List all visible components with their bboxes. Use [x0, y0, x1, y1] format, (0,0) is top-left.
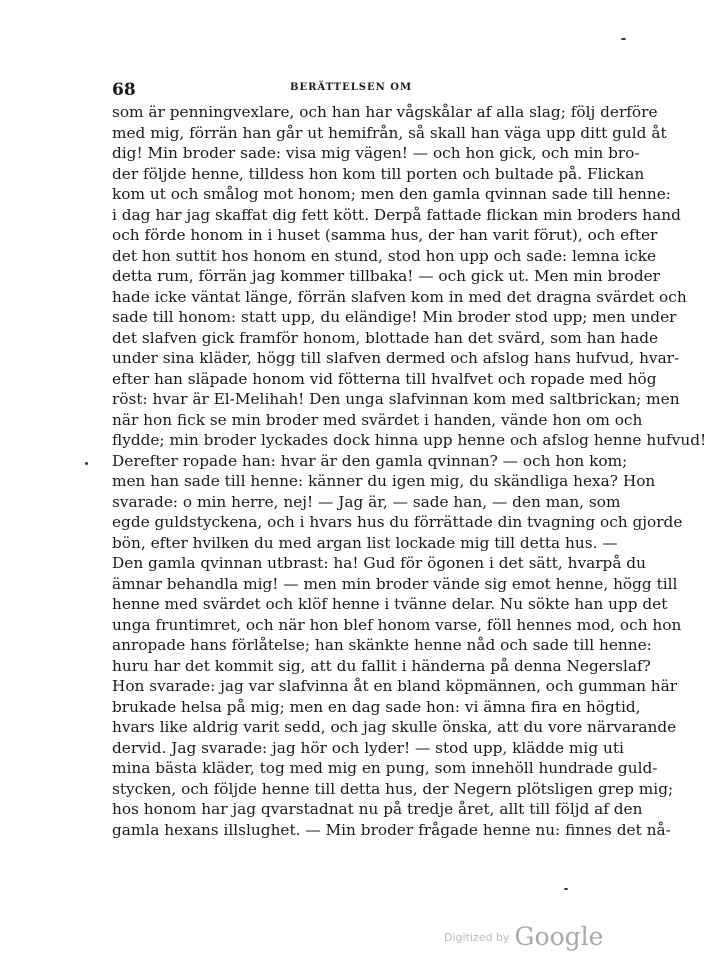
text-line-5: kom ut och smålog mot honom; men den gamla qvinnan sade till henne: — [112, 185, 671, 203]
print-speck — [564, 888, 568, 890]
text-line-4: der följde henne, tilldess hon kom till porten och bultade på. Flickan — [112, 164, 645, 183]
page-number: 68 — [112, 80, 136, 100]
running-head: BERÄTTELSEN OM — [290, 82, 413, 93]
text-line-15: röst: hvar är El-Melihah! Den unga slafvinnan kom med saltbrickan; men — [112, 390, 680, 408]
body-text — [112, 102, 706, 840]
text-line-7: och förde honom in i huset (samma hus, der han varit förut), och efter — [112, 226, 658, 244]
text-line-8: det hon suttit hos honom en stund, stod hon upp och sade: lemna icke — [112, 246, 657, 265]
text-line-2: med mig, förrän han går ut hemifrån, så skall han väga upp ditt guld åt — [112, 123, 667, 142]
text-line-23: Den gamla qvinnan utbrast: ha! Gud för ögonen i det sätt, hvarpå du — [112, 554, 646, 572]
text-line-12: det slafven gick framför honom, blottade han det svärd, som han hade — [112, 328, 659, 347]
text-line-18: Derefter ropade han: hvar är den gamla qvinnan? — och hon kom; — [112, 451, 628, 470]
text-line-31: hvars like aldrig varit sedd, och jag skulle önska, att du vore närvarande — [112, 718, 677, 736]
text-line-9: detta rum, förrän jag kommer tillbaka! — och gick ut. Men min broder — [112, 267, 660, 285]
text-line-6: i dag har jag skaffat dig fett kött. Derpå fattade flickan min broders hand — [112, 205, 681, 224]
text-line-32: dervid. Jag svarade: jag hör och lyder! — stod upp, klädde mig uti — [112, 738, 624, 757]
watermark-brand: Google — [514, 922, 604, 951]
text-line-25: henne med svärdet och klöf henne i tvänne delar. Nu sökte han upp det — [112, 595, 668, 613]
text-line-26: unga fruntimret, och när hon blef honom varse, föll hennes mod, och hon — [112, 615, 682, 634]
text-line-36: gamla hexans illslughet. — Min broder frågade henne nu: finnes det nå- — [112, 820, 671, 839]
text-line-30: brukade helsa på mig; men en dag sade hon: vi ämna fira en högtid, — [112, 697, 641, 716]
text-line-27: anropade hans förlåtelse; han skänkte henne nåd och sade till henne: — [112, 636, 652, 654]
text-line-35: hos honom har jag qvarstadnat nu på tredje året, allt till följd af den — [112, 800, 643, 818]
print-speck — [621, 38, 626, 40]
text-line-1: som är penningvexlare, och han har vågskålar af alla slag; följ derföre — [112, 103, 658, 121]
text-line-21: egde guldstyckena, och i hvars hus du förrättade din tvagning och gjorde — [112, 513, 683, 531]
digitization-watermark — [444, 922, 603, 951]
text-line-11: sade till honom: statt upp, du eländige! Min broder stod upp; men under — [112, 308, 677, 326]
text-line-16: när hon fick se min broder med svärdet i handen, vände hon om och — [112, 410, 643, 429]
text-line-3: dig! Min broder sade: visa mig vägen! — och hon gick, och min bro- — [112, 144, 640, 162]
text-line-13: under sina kläder, högg till slafven dermed och afslog hans hufvud, hvar- — [112, 349, 680, 367]
text-line-19: men han sade till henne: känner du igen mig, du skändliga hexa? Hon — [112, 472, 656, 490]
text-line-22: bön, efter hvilken du med argan list lockade mig till detta hus. — — [112, 533, 618, 552]
text-line-14: efter han släpade honom vid fötterna till hvalfvet och ropade med hög — [112, 369, 657, 388]
text-line-33: mina bästa kläder, tog med mig en pung, som innehöll hundrade guld- — [112, 759, 658, 777]
text-line-24: ämnar behandla mig! — men min broder vände sig emot henne, högg till — [112, 574, 678, 593]
text-line-17: flydde; min broder lyckades dock hinna upp henne och afslog henne hufvud! — [112, 431, 706, 449]
text-line-28: huru har det kommit sig, att du fallit i händerna på denna Negerslaf? — [112, 656, 651, 675]
watermark-prefix: Digitized by — [444, 931, 510, 944]
text-line-34: stycken, och följde henne till detta hus, der Negern plötsligen grep mig; — [112, 779, 674, 798]
text-line-10: hade icke väntat länge, förrän slafven kom in med det dragna svärdet och — [112, 287, 687, 306]
print-speck — [85, 462, 88, 465]
text-line-29: Hon svarade: jag var slafvinna åt en bland köpmännen, och gumman här — [112, 677, 678, 695]
text-line-20: svarade: o min herre, nej! — Jag är, — sade han, — den man, som — [112, 492, 621, 511]
